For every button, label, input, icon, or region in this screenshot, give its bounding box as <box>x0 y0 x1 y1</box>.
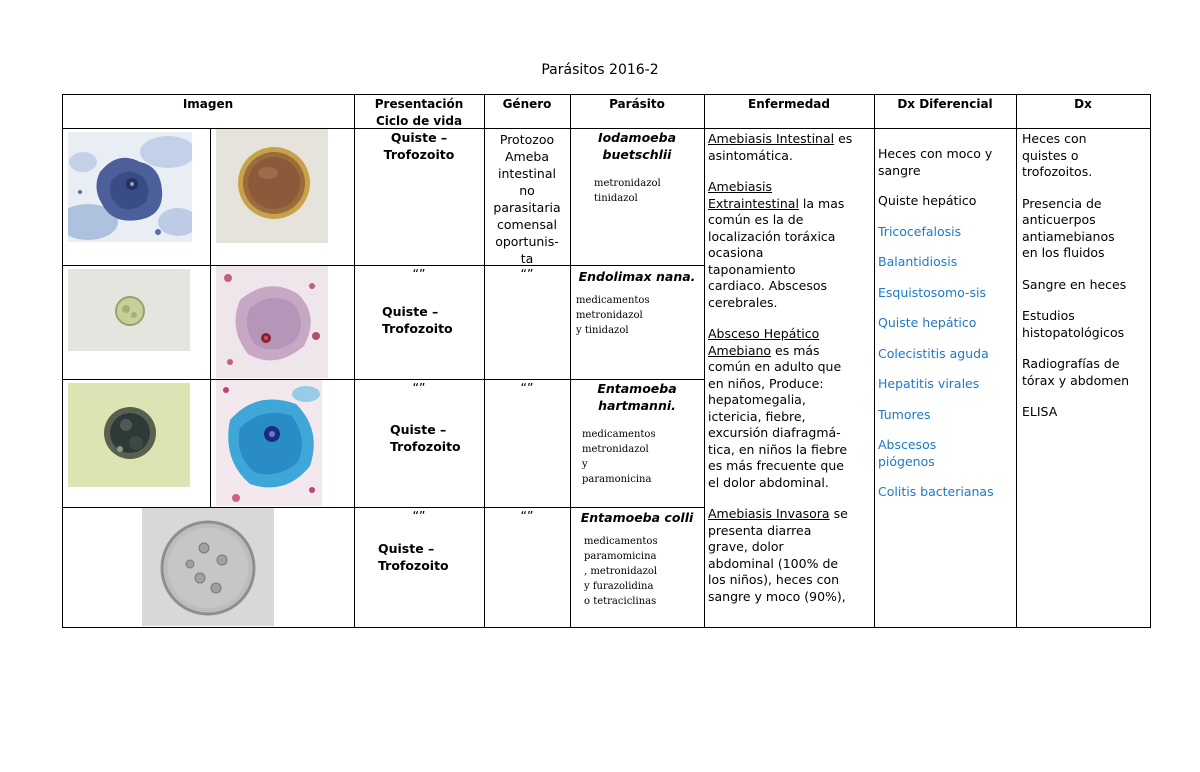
med-line: y tinidazol <box>576 325 629 336</box>
header-presentacion <box>354 96 484 130</box>
dx-line: ELISA <box>1022 404 1058 419</box>
dxd-item: Colecistitis aguda <box>878 345 989 361</box>
row1-genero-line: oportunis- <box>495 234 559 249</box>
row4-medicamentos <box>584 534 702 609</box>
dx-line: Estudios <box>1022 308 1075 323</box>
row3-parasito <box>570 381 704 414</box>
row1-medicamentos <box>594 176 702 206</box>
med-line: medicamentos <box>576 295 650 306</box>
enf-line: común en adulto que <box>708 359 842 374</box>
dxd-item: Abscesos <box>878 437 937 452</box>
row2-presentacion-line1: Quiste – <box>382 304 439 319</box>
dxd-item: Tricocefalosis <box>878 223 962 239</box>
cyst-brown-micrograph-icon <box>216 129 328 243</box>
dx-line: trofozoitos. <box>1022 164 1093 179</box>
header-imagen: Imagen <box>182 97 234 111</box>
dx-line: tórax y abdomen <box>1022 372 1130 388</box>
trophozoite-pink-micrograph-icon <box>216 266 328 378</box>
enf-line: tica, en niños la fiebre <box>708 441 848 457</box>
row2-medicamentos <box>576 293 702 338</box>
row1-genero-line: Ameba <box>504 149 549 164</box>
enf-line: en niños, Produce: <box>708 375 824 391</box>
med-line: medicamentos <box>582 429 656 440</box>
row1-genero-line: parasitaria <box>493 200 561 215</box>
dxd-item: Heces con moco y <box>878 146 993 161</box>
grid-line <box>874 94 875 628</box>
enf-line: asintomática. <box>708 147 793 163</box>
enf-line: sangre y moco (90%), <box>708 588 846 604</box>
row3-presentacion <box>390 422 484 455</box>
enf-line: Amebiasis <box>708 179 772 194</box>
row3-genero-mark: “” <box>520 380 534 395</box>
row1-parasito <box>570 130 704 163</box>
dx-list <box>1022 131 1148 421</box>
enf-text: la mas <box>798 195 845 211</box>
enf-line: abdominal (100% de <box>708 555 839 571</box>
row2-parasito: Endolimax nana. <box>578 269 696 284</box>
dx-line: Sangre en heces <box>1022 276 1127 292</box>
enfermedad-text <box>708 131 872 605</box>
enf-line: cerebrales. <box>708 294 778 310</box>
dx-line: Presencia de <box>1022 195 1102 211</box>
row1-presentacion-line2: Trofozoito <box>383 146 455 162</box>
header-presentacion-line1: Presentación <box>374 97 464 111</box>
enf-line: presenta diarrea <box>708 522 812 538</box>
row4-presentacion <box>378 541 482 574</box>
dxd-item: Quiste hepático <box>878 193 977 208</box>
enf-line: excursión diafragmá- <box>708 425 841 440</box>
med-line: medicamentos <box>584 536 658 547</box>
dx-line: histopatológicos <box>1022 324 1125 340</box>
enf-line: el dolor abdominal. <box>708 474 829 490</box>
med-line: tinidazol <box>594 193 638 204</box>
dx-line: Radiografías de <box>1022 356 1120 371</box>
row4-presentacion-line2: Trofozoito <box>378 557 449 573</box>
header-parasito: Parásito <box>609 97 665 111</box>
row3-presentacion-line1: Quiste – <box>390 422 447 437</box>
dxd-item: Esquistosomo-sis <box>878 284 987 300</box>
header-enfermedad: Enfermedad <box>748 97 830 111</box>
grid-line <box>570 94 571 628</box>
med-line: metronidazol <box>582 444 649 455</box>
dxd-item: Tumores <box>878 406 931 422</box>
enf-line: taponamiento <box>708 261 796 277</box>
row2-presentacion-mark: “” <box>412 266 426 281</box>
enf-underlined: Extraintestinal <box>708 195 799 211</box>
dx-diferencial-list <box>878 146 1014 501</box>
row1-genero-line: comensal <box>497 217 557 232</box>
header-dx: Dx <box>1074 97 1092 111</box>
grid-line <box>62 94 1151 95</box>
enf-line: Absceso Hepático <box>708 326 820 341</box>
grid-line <box>1016 94 1017 628</box>
enf-line: hepatomegalia, <box>708 392 806 407</box>
row2-presentacion <box>382 304 482 337</box>
enf-line: grave, dolor <box>708 539 784 554</box>
enf-underlined: Amebiasis Invasora <box>708 506 830 521</box>
row1-parasito-line2: buetschlii <box>602 146 672 162</box>
enf-line: ictericia, fiebre, <box>708 408 806 424</box>
enf-underlined: Amebiasis Intestinal <box>708 131 835 146</box>
enf-line: cardiaco. Abscesos <box>708 278 828 293</box>
header-genero: Género <box>502 97 552 111</box>
trophozoite-stained-micrograph-icon <box>68 132 192 242</box>
header-dx-diferencial: Dx Diferencial <box>897 97 993 111</box>
row3-presentacion-mark: “” <box>412 380 426 395</box>
enf-text: es más <box>771 342 820 358</box>
row4-genero-mark: “” <box>520 508 534 523</box>
cyst-green-micrograph-icon <box>68 269 190 351</box>
grid-line <box>210 128 211 507</box>
med-line: paramomicina <box>584 551 657 562</box>
enf-line: es más frecuente que <box>708 458 844 473</box>
dxd-item: Colitis bacterianas <box>878 484 994 499</box>
grid-line <box>704 94 705 628</box>
row3-presentacion-line2: Trofozoito <box>390 438 461 454</box>
med-line: paramonicina <box>582 474 652 485</box>
enf-line <box>708 343 872 360</box>
trophozoite-blue-micrograph-icon <box>216 380 322 506</box>
row2-presentacion-line2: Trofozoito <box>382 320 453 336</box>
grid-line <box>62 94 63 628</box>
row4-parasito: Entamoeba colli <box>580 510 694 525</box>
row1-genero-line: no <box>519 183 535 198</box>
row1-presentacion-line1: Quiste – <box>390 130 448 145</box>
enf-underlined: Amebiano <box>708 342 772 358</box>
dx-line: en los fluidos <box>1022 245 1105 260</box>
dxd-item: piógenos <box>878 453 935 469</box>
med-line: y furazolidina <box>584 581 654 592</box>
enf-line: ocasiona <box>708 245 764 260</box>
enf-line: común es la de <box>708 212 804 227</box>
enf-text: es <box>834 131 853 146</box>
dxd-item: sangre <box>878 162 921 178</box>
grid-line <box>354 94 355 628</box>
enf-text: se <box>829 506 848 521</box>
cyst-dark-micrograph-icon <box>68 383 190 487</box>
enf-line <box>708 131 872 148</box>
row3-medicamentos <box>582 427 702 487</box>
dxd-item: Quiste hepático <box>878 315 977 330</box>
page-title: Parásitos 2016-2 <box>541 62 659 78</box>
row3-parasito-line1: Entamoeba <box>597 381 677 396</box>
row4-presentacion-mark: “” <box>412 508 426 523</box>
row1-genero <box>484 131 570 267</box>
parasites-table <box>62 94 1151 628</box>
header-presentacion-line2: Ciclo de vida <box>375 114 463 128</box>
enf-line: los niños), heces con <box>708 572 840 587</box>
row1-presentacion <box>354 130 484 163</box>
grid-line <box>62 627 1151 628</box>
enf-line <box>708 506 872 523</box>
enf-line: localización toráxica <box>708 228 836 244</box>
med-line: metronidazol <box>576 310 643 321</box>
med-line: metronidazol <box>594 178 661 189</box>
enf-line <box>708 196 872 213</box>
row1-genero-line: intestinal <box>498 166 556 181</box>
med-line: y <box>582 459 588 470</box>
grid-line <box>1150 94 1151 628</box>
row4-presentacion-line1: Quiste – <box>378 541 435 556</box>
med-line: o tetraciclinas <box>584 596 657 607</box>
dx-line: antiamebianos <box>1022 228 1115 244</box>
row1-genero-line: Protozoo <box>499 132 555 147</box>
dxd-item: Hepatitis virales <box>878 376 980 391</box>
row1-parasito-line1: Iodamoeba <box>597 130 677 145</box>
cyst-gray-micrograph-icon <box>142 508 274 626</box>
row2-genero-mark: “” <box>520 266 534 281</box>
dx-line: Heces con <box>1022 131 1087 146</box>
dx-line: quistes o <box>1022 147 1079 163</box>
med-line: , metronidazol <box>584 566 658 577</box>
dx-line: anticuerpos <box>1022 212 1096 227</box>
dxd-item: Balantidiosis <box>878 254 958 269</box>
row3-parasito-line2: hartmanni. <box>598 397 676 413</box>
row1-genero-line: ta <box>520 251 534 266</box>
